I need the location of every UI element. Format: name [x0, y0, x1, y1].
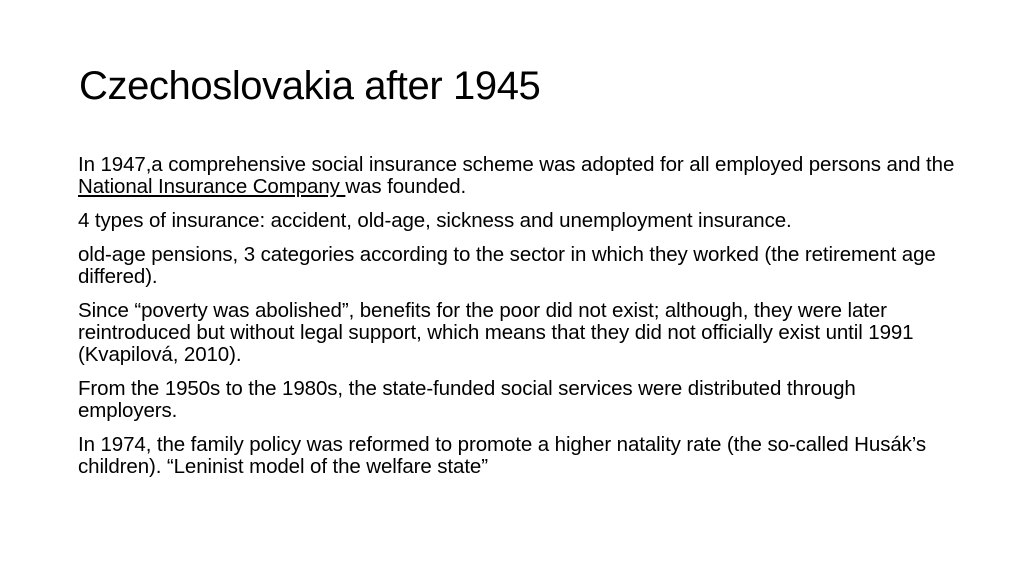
national-insurance-company-link[interactable]: National Insurance Company [78, 175, 346, 198]
paragraph-text: was founded. [345, 175, 467, 198]
paragraph-old-age-pensions: old-age pensions, 3 categories according to the sector in which they worked (the retirement age differed). [78, 243, 936, 288]
paragraph-text: In 1947,a comprehensive social insurance scheme was adopted for all employed persons and the [78, 153, 955, 176]
paragraph-1947-insurance [78, 154, 958, 198]
slide-title: Czechoslovakia after 1945 [79, 64, 541, 108]
paragraph-social-services: From the 1950s to the 1980s, the state-funded social services were distributed through employers. [78, 377, 856, 422]
paragraph-poverty-benefits: Since “poverty was abolished”, benefits for the poor did not exist; although, they were later reintroduced but without legal support, which means that they did not officially exist until 1991 (Kvapilová, 2010). [78, 299, 914, 366]
paragraph-insurance-types: 4 types of insurance: accident, old-age, sickness and unemployment insurance. [78, 209, 792, 232]
slide-body [78, 154, 958, 490]
paragraph-family-policy: In 1974, the family policy was reformed to promote a higher natality rate (the so-called Husák’s children). “Leninist model of the welfare state” [78, 433, 927, 478]
